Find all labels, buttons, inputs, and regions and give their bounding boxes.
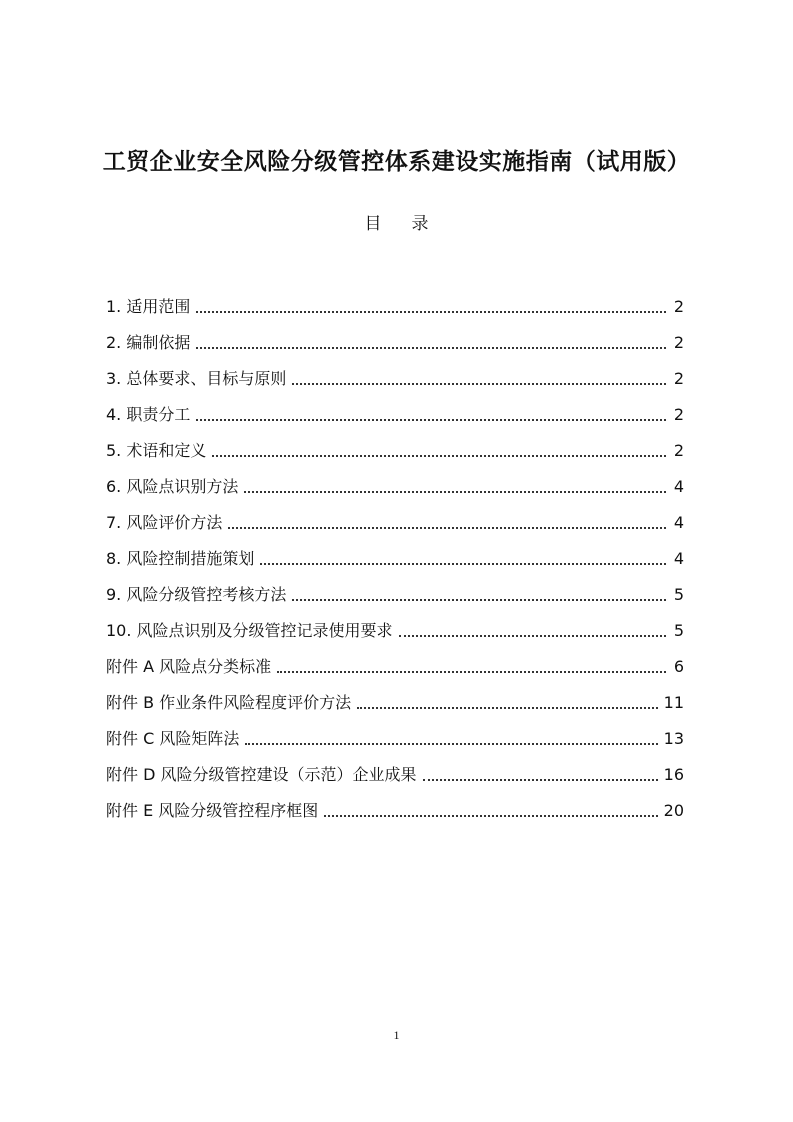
toc-entry-page: 4 <box>673 549 684 568</box>
dot-leader <box>324 815 657 817</box>
dot-leader <box>196 419 666 421</box>
toc-entry-6[interactable] <box>106 463 684 499</box>
toc-entry-2[interactable] <box>106 319 684 355</box>
toc-entry-7[interactable] <box>106 499 684 535</box>
dot-leader <box>292 383 666 385</box>
toc-entry-page: 20 <box>663 801 684 820</box>
toc-entry-appendix-a[interactable] <box>106 643 684 679</box>
toc-entry-page: 2 <box>673 297 684 316</box>
toc-entry-page: 4 <box>673 477 684 496</box>
toc-entry-label: 6. 风险点识别方法 <box>106 477 239 496</box>
toc-entry-label: 2. 编制依据 <box>106 333 191 352</box>
toc-entry-label: 附件 A 风险点分类标准 <box>106 657 272 676</box>
dot-leader <box>357 707 657 709</box>
toc-entry-page: 2 <box>673 405 684 424</box>
toc-entry-page: 16 <box>663 765 684 784</box>
page-number: 1 <box>393 1028 400 1042</box>
toc-entry-9[interactable] <box>106 571 684 607</box>
toc-entry-page: 11 <box>663 693 684 712</box>
toc-entry-appendix-e[interactable] <box>106 787 684 823</box>
toc-entry-label: 附件 B 作业条件风险程度评价方法 <box>106 693 352 712</box>
toc-entry-page: 13 <box>663 729 684 748</box>
toc-entry-label: 附件 E 风险分级管控程序框图 <box>106 801 319 820</box>
dot-leader <box>228 527 666 529</box>
toc-entry-5[interactable] <box>106 427 684 463</box>
table-of-contents <box>106 283 684 823</box>
toc-entry-page: 2 <box>673 441 684 460</box>
toc-entry-8[interactable] <box>106 535 684 571</box>
toc-entry-page: 2 <box>673 369 684 388</box>
dot-leader <box>196 347 666 349</box>
dot-leader <box>399 635 666 637</box>
toc-entry-page: 2 <box>673 333 684 352</box>
toc-entry-label: 7. 风险评价方法 <box>106 513 223 532</box>
toc-entry-10[interactable] <box>106 607 684 643</box>
dot-leader <box>423 779 658 781</box>
dot-leader <box>212 455 666 457</box>
toc-entry-label: 5. 术语和定义 <box>106 441 207 460</box>
toc-entry-label: 9. 风险分级管控考核方法 <box>106 585 287 604</box>
dot-leader <box>277 671 666 673</box>
toc-entry-page: 5 <box>673 585 684 604</box>
toc-entry-label: 附件 C 风险矩阵法 <box>106 729 240 748</box>
document-title: 工贸企业安全风险分级管控体系建设实施指南（试用版） <box>102 149 691 175</box>
toc-entry-appendix-c[interactable] <box>106 715 684 751</box>
dot-leader <box>244 491 666 493</box>
dot-leader <box>196 311 666 313</box>
toc-entry-page: 5 <box>673 621 684 640</box>
toc-entry-appendix-b[interactable] <box>106 679 684 715</box>
toc-entry-appendix-d[interactable] <box>106 751 684 787</box>
toc-entry-label: 10. 风险点识别及分级管控记录使用要求 <box>106 621 393 640</box>
dot-leader <box>260 563 666 565</box>
toc-entry-page: 4 <box>673 513 684 532</box>
dot-leader <box>292 599 666 601</box>
toc-entry-page: 6 <box>673 657 684 676</box>
toc-entry-label: 8. 风险控制措施策划 <box>106 549 255 568</box>
toc-entry-3[interactable] <box>106 355 684 391</box>
toc-entry-label: 1. 适用范围 <box>106 297 191 316</box>
dot-leader <box>245 743 657 745</box>
toc-entry-1[interactable] <box>106 283 684 319</box>
toc-entry-label: 附件 D 风险分级管控建设（示范）企业成果 <box>106 765 417 784</box>
toc-heading: 目录 <box>364 214 459 234</box>
toc-entry-4[interactable] <box>106 391 684 427</box>
toc-entry-label: 4. 职责分工 <box>106 405 191 424</box>
toc-entry-label: 3. 总体要求、目标与原则 <box>106 369 287 388</box>
